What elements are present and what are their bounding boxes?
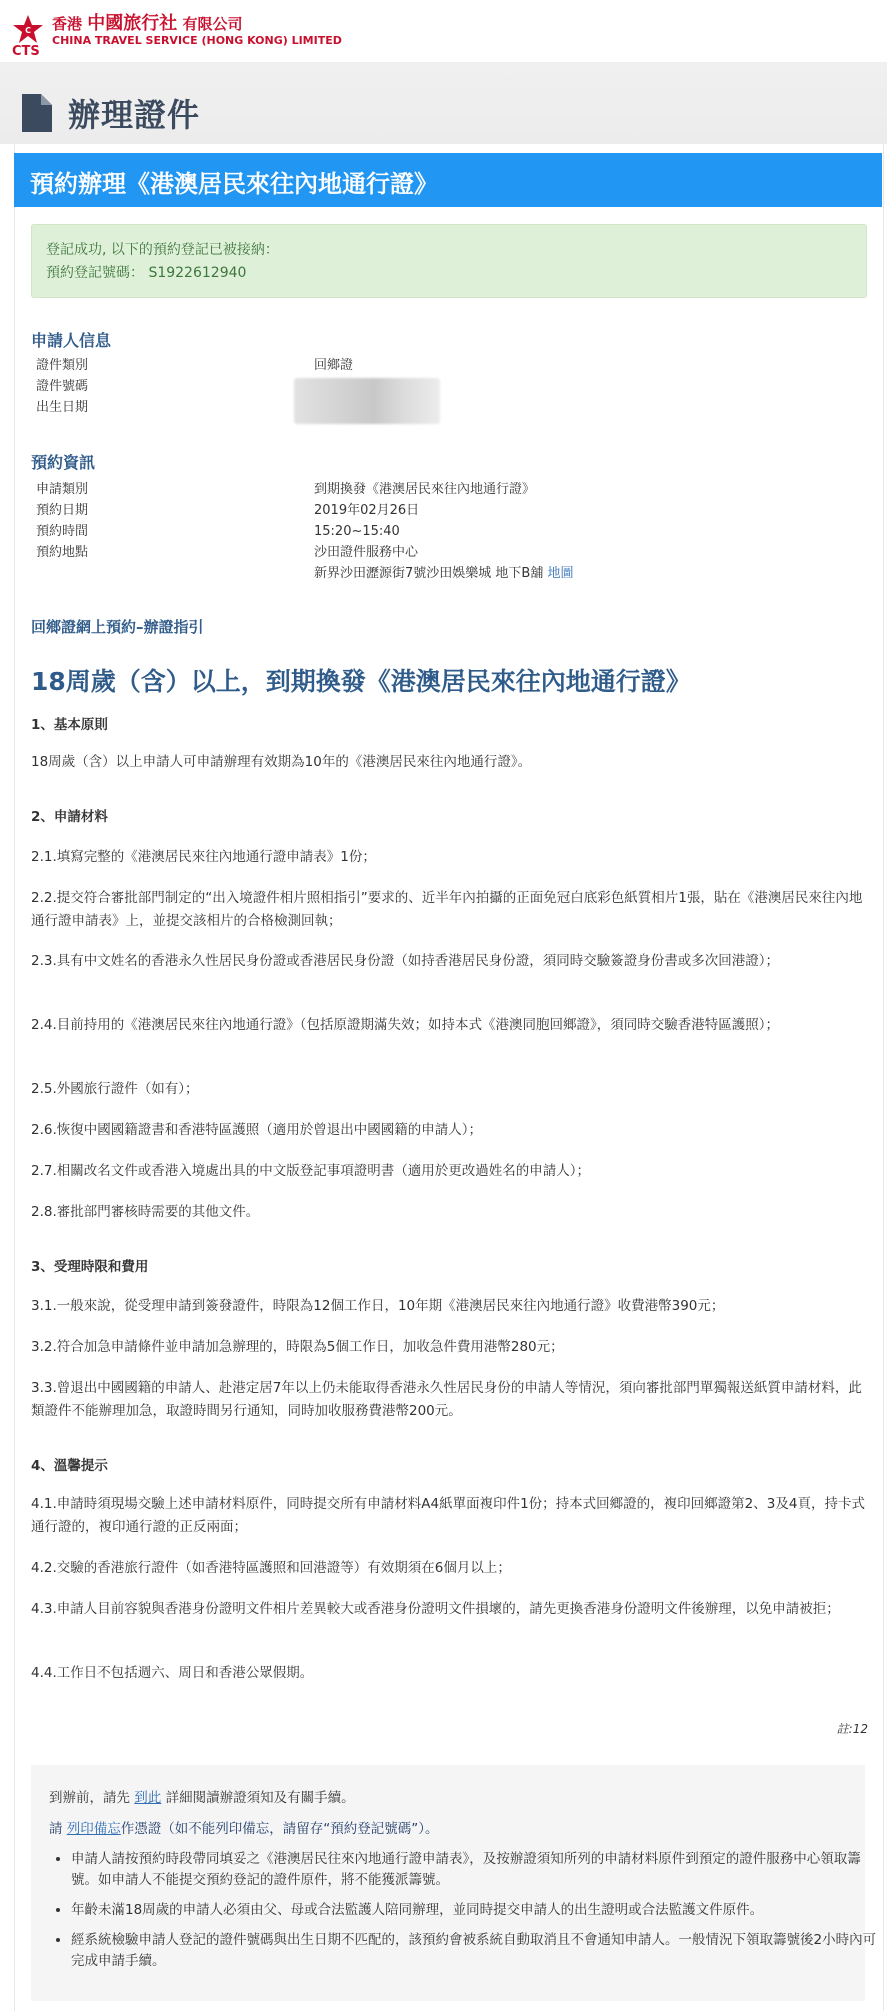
cts-star-icon <box>12 14 48 60</box>
section-2-item: 2.2.提交符合審批部門制定的“出入境證件相片照相指引”要求的、近半年內拍攝的正面免冠白底彩色紙質相片1張，貼在《港澳居民來往內地通行證申請表》上，並提交該相片的合格檢測回執； <box>31 890 863 929</box>
print-memo-suffix: 作憑證 <box>120 1821 162 1837</box>
logo-cn-name: 中國旅行社 <box>87 13 178 34</box>
booking-number-label: 預約登記號碼： <box>46 265 144 281</box>
page-title-area <box>22 90 200 136</box>
section-2-item: 2.6.恢復中國國籍證書和香港特區護照（適用於曾退出中國國籍的申請人）； <box>31 1122 483 1138</box>
print-memo-note: （如不能列印備忘，請留存“預約登記號碼”）。 <box>161 1821 439 1837</box>
redacted-personal-data <box>294 378 440 424</box>
booking-value-location: 沙田證件服務中心 <box>314 545 419 560</box>
section-3-item: 3.3.曾退出中國國籍的申請人、赴港定居7年以上仍未能取得香港永久性居民身份的申請人等情況，須向審批部門單獨報送紙質申請材料，此類證件不能辦理加急，取證時間另行通知，同時加收服務費港幣200元。 <box>31 1380 862 1419</box>
print-memo-line <box>49 1817 439 1837</box>
booking-number <box>46 262 246 282</box>
section-2-item: 2.1.填寫完整的《港澳居民來往內地通行證申請表》1份； <box>31 849 376 865</box>
booking-label-date: 預約日期 <box>36 503 89 518</box>
applicant-heading: 申請人信息 <box>31 331 112 350</box>
booking-heading: 預約資訊 <box>31 453 96 472</box>
section-1-title: 1、基本原則 <box>31 717 108 733</box>
booking-label-time: 預約時間 <box>36 524 89 539</box>
section-2-item: 2.7.相關改名文件或香港入境處出具的中文版登記事項證明書（適用於更改過姓名的申請人）； <box>31 1163 591 1179</box>
svg-text:C: C <box>25 26 31 35</box>
page-title: 辦理證件 <box>68 96 201 134</box>
read-guide-prefix: 到辦前，請先 <box>49 1790 130 1806</box>
site-header <box>0 0 887 62</box>
booking-number-value: S1922612940 <box>148 265 247 281</box>
section-3-item: 3.2.符合加急申請條件並申請加急辦理的，時限為5個工作日，加收急件費用港幣280元； <box>31 1339 564 1355</box>
applicant-value-doc-type: 回鄉證 <box>314 358 354 373</box>
footnote: 註:12 <box>836 1722 868 1736</box>
logo-english: CHINA TRAVEL SERVICE (HONG KONG) LIMITED <box>52 34 342 47</box>
panel-title: 預約辦理《港澳居民來往內地通行證》 <box>30 170 438 198</box>
section-2-item: 2.5.外國旅行證件（如有）； <box>31 1081 199 1097</box>
document-icon <box>22 94 52 132</box>
section-2-title: 2、申請材料 <box>31 809 108 825</box>
booking-address <box>314 564 573 584</box>
success-alert <box>31 224 867 298</box>
list-item: • 申請人請按預約時段帶同填妥之《港澳居民往來內地通行證申請表》，及按辦證須知所列的申請材料原件到預定的證件服務中心領取籌號。如申請人不能提交預約登記的證件原件，將不能獲派籌號。 <box>71 1849 881 1891</box>
logo-cn-suffix: 有限公司 <box>182 15 243 33</box>
guide-title: 18周歲（含）以上，到期換發《港澳居民來往內地通行證》 <box>31 667 691 696</box>
logo-abbr: CTS <box>12 44 40 59</box>
list-item: • 年齡未滿18周歲的申請人必須由父、母或合法監護人陪同辦理，並同時提交申請人的出生證明或合法監護文件原件。 <box>71 1900 881 1921</box>
map-link[interactable]: 地圖 <box>547 566 574 581</box>
section-3-item: 3.1.一般來說，從受理申請到簽發證件，時限為12個工作日，10年期《港澳居民來往內地通行證》收費港幣390元； <box>31 1298 725 1314</box>
booking-address-text: 新界沙田瀝源街7號沙田娛樂城 地下B舖 <box>314 566 544 581</box>
booking-value-time: 15:20~15:40 <box>314 524 400 539</box>
section-4-item: 4.1.申請時須現場交驗上述申請材料原件，同時提交所有申請材料A4紙單面複印件1份；持本式回鄉證的，複印回鄉證第2、3及4頁，持卡式通行證的，複印通行證的正反兩面； <box>31 1496 865 1535</box>
guide-heading: 回鄉證網上預約–辦證指引 <box>31 618 204 636</box>
read-guide-line <box>49 1786 355 1806</box>
list-item: • 經系統檢驗申請人登記的證件號碼與出生日期不匹配的，該預約會被系統自動取消且不會通知申請人。一般情況下領取籌號後2小時內可完成申請手續。 <box>71 1930 881 1972</box>
cts-logo[interactable] <box>12 14 342 60</box>
logo-chinese <box>52 14 342 34</box>
section-4-item: 4.4.工作日不包括週六、周日和香港公眾假期。 <box>31 1665 314 1681</box>
section-3-title: 3、受理時限和費用 <box>31 1259 149 1275</box>
notice-list <box>49 1849 881 1981</box>
section-1-text: 18周歲（含）以上申請人可申請辦理有效期為10年的《港澳居民來往內地通行證》。 <box>31 754 532 770</box>
applicant-label-doc-type: 證件類別 <box>36 358 89 373</box>
success-message: 登記成功, 以下的預約登記已被接納： <box>46 242 279 258</box>
section-4-title: 4、溫馨提示 <box>31 1458 108 1474</box>
section-2-item: 2.4.目前持用的《港澳居民來往內地通行證》（包括原證期滿失效；如持本式《港澳同胞回鄉證》，須同時交驗香港特區護照）； <box>31 1017 780 1033</box>
booking-value-type: 到期換發《港澳居民來往內地通行證》 <box>314 482 536 497</box>
applicant-label-birth-date: 出生日期 <box>36 400 89 415</box>
logo-cn-prefix: 香港 <box>52 15 83 33</box>
info-box <box>31 1765 877 2001</box>
panel-header <box>14 153 882 207</box>
section-2-item: 2.8.審批部門審核時需要的其他文件。 <box>31 1204 260 1220</box>
section-4-item: 4.3.申請人目前容貌與香港身份證明文件相片差異較大或香港身份證明文件損壞的，請先更換香港身份證明文件後辦理，以免申請被拒； <box>31 1601 840 1617</box>
booking-label-location: 預約地點 <box>36 545 89 560</box>
print-memo-link[interactable]: 列印備忘 <box>66 1821 121 1837</box>
guide-link[interactable]: 到此 <box>134 1790 162 1806</box>
section-2-item: 2.3.具有中文姓名的香港永久性居民身份證或香港居民身份證（如持香港居民身份證，須同時交驗簽證身份書或多次回港證）； <box>31 953 780 969</box>
section-4-item: 4.2.交驗的香港旅行證件（如香港特區護照和回港證等）有效期須在6個月以上； <box>31 1560 511 1576</box>
read-guide-suffix: 詳細閱讀辦證須知及有關手續。 <box>165 1790 355 1806</box>
applicant-label-doc-number: 證件號碼 <box>36 379 89 394</box>
booking-label-type: 申請類別 <box>36 482 89 497</box>
booking-value-date: 2019年02月26日 <box>314 503 420 518</box>
print-memo-prefix: 請 <box>49 1821 63 1837</box>
